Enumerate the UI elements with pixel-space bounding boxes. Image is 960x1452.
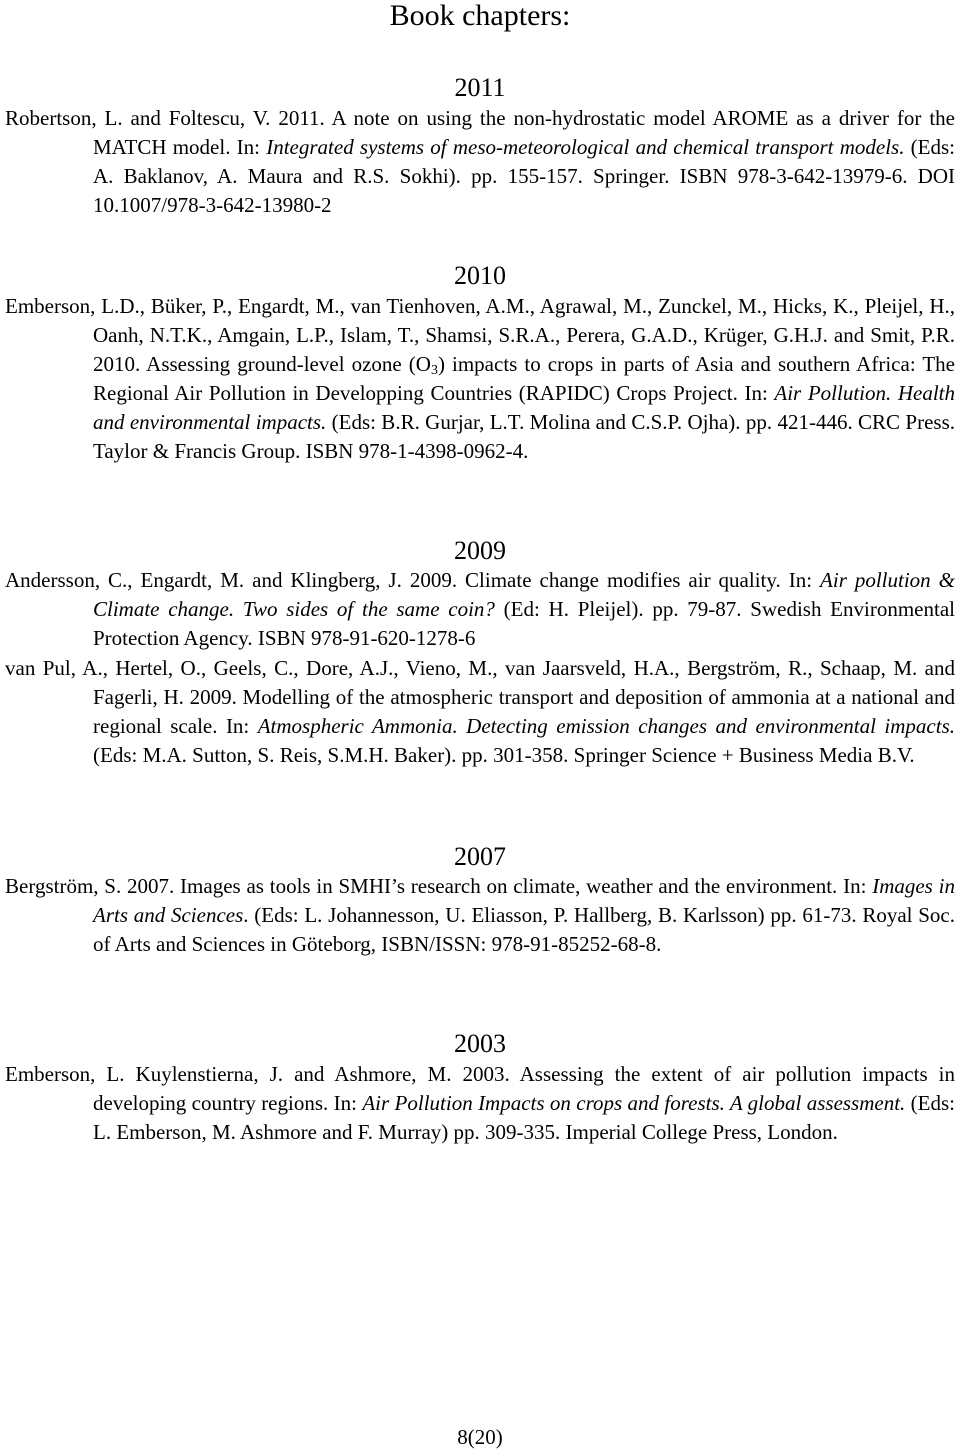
citation-italic-title: Images in Arts and Sciences xyxy=(93,874,955,927)
citation-text: (Eds: B.R. Gurjar, L.T. Molina and C.S.P. Ojha). pp. 421-446. CRC Press. Taylor & Francis Group. ISBN 978-1-4398-0962-4. xyxy=(93,410,955,463)
citation-text: Emberson, L. Kuylenstierna, J. and Ashmore, M. 2003. Assessing the extent of air pollution impacts in developing country regions. In: xyxy=(5,1062,955,1115)
year-heading-2003: 2003 xyxy=(454,1029,506,1058)
page-number: 8(20) xyxy=(457,1425,503,1449)
citation-andersson-2009 xyxy=(5,566,955,653)
citation-text: . (Eds: L. Johannesson, U. Eliasson, P. Hallberg, B. Karlsson) pp. 61-73. Royal Soc. of Arts and Sciences in Göteborg, ISBN/ISSN: 978-91-85252-68-8. xyxy=(93,903,956,956)
citation-emberson-2003 xyxy=(5,1060,955,1147)
citation-text: van Pul, A., Hertel, O., Geels, C., Dore, A.J., Vieno, M., van Jaarsveld, H.A., Bergström, R., Schaap, M. and Fagerli, H. 2009. Modelling of the atmospheric transport and deposition of ammonia at a national and regional scale. In: xyxy=(5,656,955,738)
page-title: Book chapters: xyxy=(389,0,571,32)
year-heading-2009: 2009 xyxy=(454,536,506,565)
citation-van-pul-2009 xyxy=(5,654,955,770)
citation-italic-title: Air Pollution. Health and environmental impacts. xyxy=(93,381,955,434)
year-heading-2007: 2007 xyxy=(454,842,506,871)
citation-text: Robertson, L. and Foltescu, V. 2011. A note on using the non-hydrostatic model AROME as a driver for the MATCH model. In: xyxy=(5,106,955,159)
citation-emberson-2010 xyxy=(5,292,955,466)
citation-robertson-2011 xyxy=(5,104,955,220)
citation-text: Bergström, S. 2007. Images as tools in SMHI’s research on climate, weather and the environment. In: xyxy=(5,874,873,898)
citation-text: (Ed: H. Pleijel). pp. 79-87. Swedish Environmental Protection Agency. ISBN 978-91-620-1278-6 xyxy=(93,597,955,650)
citation-italic-title: Integrated systems of meso-meteorological and chemical transport models. xyxy=(266,135,905,159)
citation-italic-title: Atmospheric Ammonia. Detecting emission changes and environmental impacts. xyxy=(257,714,955,738)
citation-text: (Eds: M.A. Sutton, S. Reis, S.M.H. Baker). pp. 301-358. Springer Science + Business Media B.V. xyxy=(93,743,915,767)
citation-text: (Eds: A. Baklanov, A. Maura and R.S. Sokhi). pp. 155-157. Springer. ISBN 978-3-642-13979-6. DOI 10.1007/978-3-642-13980-2 xyxy=(93,135,955,217)
year-heading-2011: 2011 xyxy=(454,73,506,102)
citation-italic-title: Air pollution & Climate change. Two sides of the same coin? xyxy=(93,568,955,621)
citation-text: Andersson, C., Engardt, M. and Klingberg, J. 2009. Climate change modifies air quality. In: xyxy=(5,568,821,592)
citation-text: ) impacts to crops in parts of Asia and southern Africa: The Regional Air Pollution in Developping Countries (RAPIDC) Crops Project. In: xyxy=(93,352,955,405)
citation-bergstrom-2007 xyxy=(5,872,955,959)
citation-italic-title: Air Pollution Impacts on crops and forests. A global assessment. xyxy=(362,1091,906,1115)
subscript: 3 xyxy=(430,363,438,378)
citation-text: Emberson, L.D., Büker, P., Engardt, M., van Tienhoven, A.M., Agrawal, M., Zunckel, M., Hicks, K., Pleijel, H., Oanh, N.T.K., Amgain, L.P., Islam, T., Shamsi, S.R.A., Perera, G.A.D., Krüger, G.H.J. and Smit, P.R. 2010. Assessing ground-level ozone (O xyxy=(5,294,955,376)
citation-text: (Eds: L. Emberson, M. Ashmore and F. Murray) pp. 309-335. Imperial College Press, London. xyxy=(93,1091,956,1144)
year-heading-2010: 2010 xyxy=(454,261,506,290)
